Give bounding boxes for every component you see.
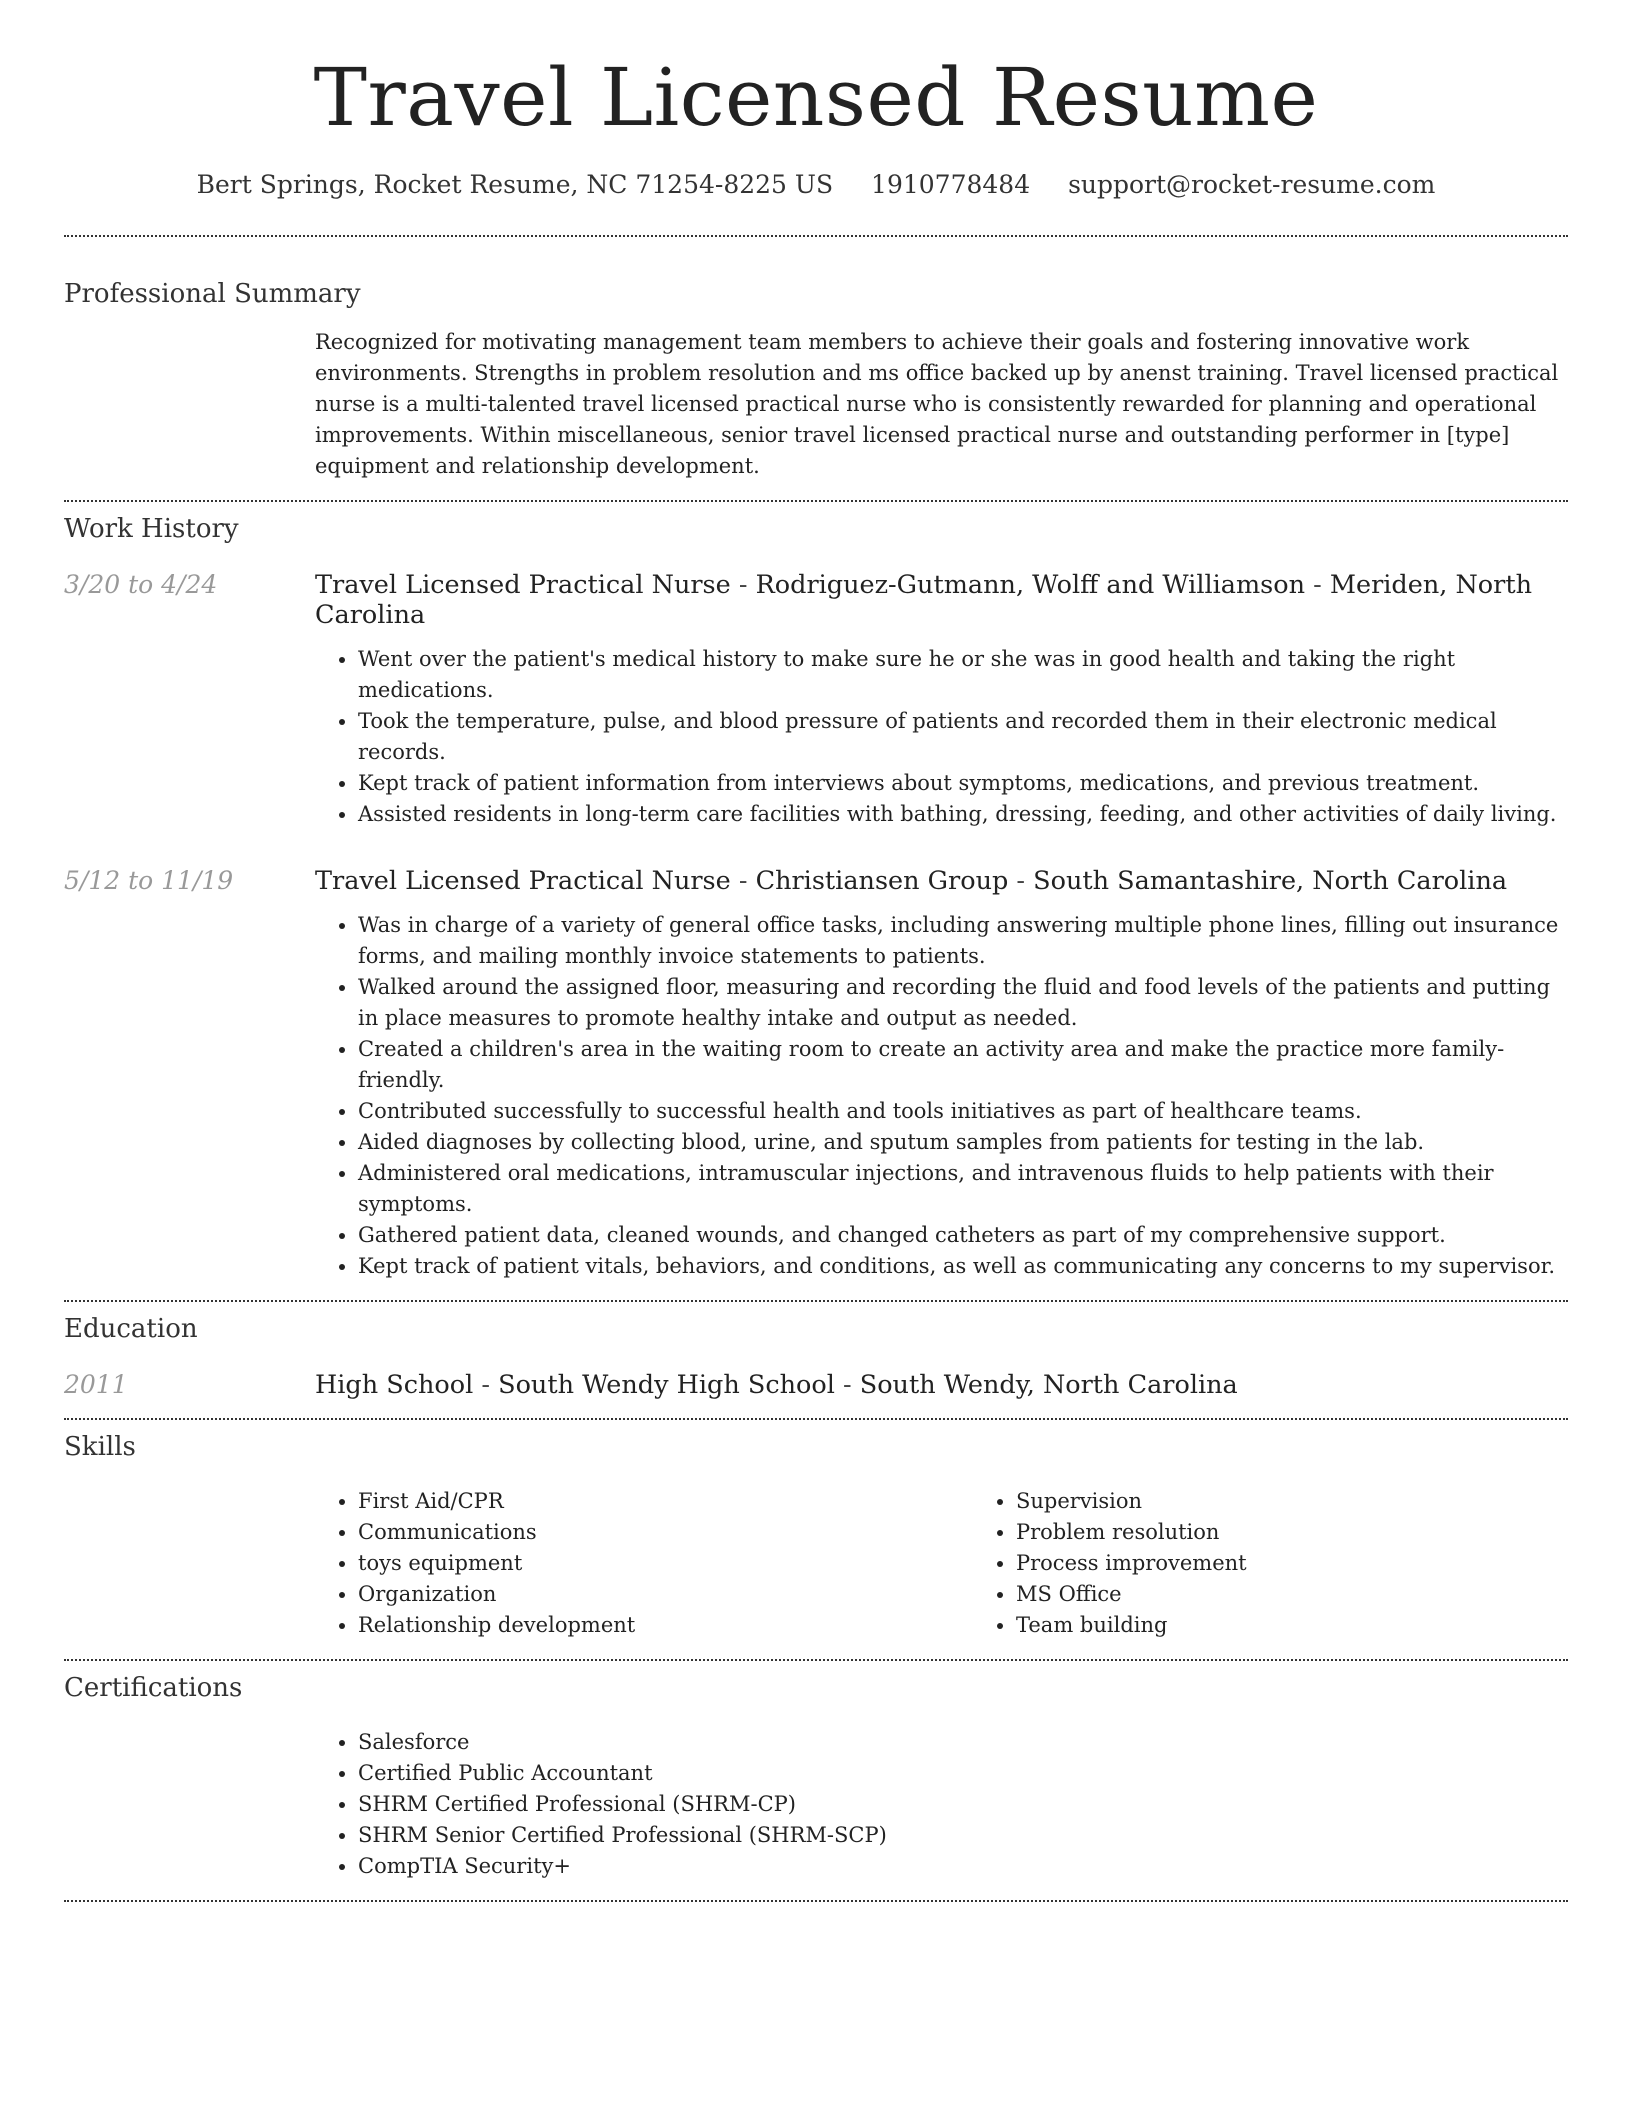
- list-item: • Aided diagnoses by collecting blood, urine, and sputum samples from patients for testing in the lab.: [358, 1127, 1568, 1158]
- education-degree: High School: [315, 1370, 474, 1400]
- education-separator: -: [834, 1370, 860, 1400]
- skills-list-left: [315, 1486, 973, 1641]
- education-school: South Wendy High School: [498, 1370, 835, 1400]
- divider: [64, 1900, 1568, 1902]
- job-bullets: [315, 644, 1568, 830]
- list-item: • Assisted residents in long-term care facilities with bathing, dressing, feeding, and other activities of daily living.: [358, 799, 1568, 830]
- job-separator: -: [1305, 570, 1330, 600]
- job-dates: 3/20 to 4/24: [64, 570, 218, 599]
- work-section: [64, 514, 1568, 1282]
- resume-name: Travel Licensed Resume: [313, 51, 1319, 144]
- job-separator: -: [730, 866, 756, 896]
- education-section: [64, 1314, 1568, 1400]
- certifications-content: [315, 1727, 1568, 1882]
- skill-item: • Relationship development: [358, 1610, 973, 1641]
- certifications-heading: Certifications: [64, 1673, 243, 1703]
- education-details: [315, 1370, 1568, 1400]
- divider: [64, 1300, 1568, 1302]
- contact-address: Bert Springs, Rocket Resume, NC 71254-8225 US: [196, 170, 834, 199]
- list-item: • Created a children's area in the waiting room to create an activity area and make the practice more family-friendly.: [358, 1034, 1568, 1096]
- contact-email: support@rocket-resume.com: [1068, 170, 1436, 199]
- certifications-list: [315, 1727, 1568, 1882]
- education-separator: -: [473, 1370, 499, 1400]
- skill-item: • Supervision: [1016, 1486, 1631, 1517]
- job-details: [315, 866, 1568, 1282]
- summary-text: Recognized for motivating management team members to achieve their goals and fostering innovative work environments. Strengths in problem resolution and ms office backed up by anenst training. Travel licensed practical nurse is a multi-talented travel licensed practical nurse who is consistently rewarded for planning and operational improvements. Within miscellaneous, senior travel licensed practical nurse and outstanding performer in [type] equipment and relationship development.: [315, 330, 1559, 478]
- skill-item: • First Aid/CPR: [358, 1486, 973, 1517]
- job-bullets: [315, 910, 1568, 1282]
- job-separator: -: [1008, 866, 1034, 896]
- skills-section: [64, 1432, 1568, 1641]
- job-position: Travel Licensed Practical Nurse: [315, 866, 731, 896]
- job-separator: -: [730, 570, 756, 600]
- skills-row: [64, 1486, 1568, 1641]
- skills-columns: [315, 1486, 1631, 1641]
- contact-line: [64, 170, 1568, 199]
- skill-item: • Problem resolution: [1016, 1517, 1631, 1548]
- list-item: • Gathered patient data, cleaned wounds, and changed catheters as part of my comprehensive support.: [358, 1220, 1568, 1251]
- list-item: • Contributed successfully to successful health and tools initiatives as part of healthcare teams.: [358, 1096, 1568, 1127]
- education-location: South Wendy, North Carolina: [859, 1370, 1238, 1400]
- list-item: • Was in charge of a variety of general office tasks, including answering multiple phone lines, filling out insurance forms, and mailing monthly invoice statements to patients.: [358, 910, 1568, 972]
- job-entry: [64, 570, 1568, 830]
- job-employer: Rodriguez-Gutmann, Wolff and Williamson: [755, 570, 1306, 600]
- education-entry: [64, 1370, 1568, 1400]
- job-location: Meriden, North Carolina: [315, 570, 1532, 630]
- certification-item: • SHRM Certified Professional (SHRM-CP): [358, 1789, 1568, 1820]
- summary-spacer: [64, 327, 315, 482]
- skills-list-right: [973, 1486, 1631, 1641]
- job-position: Travel Licensed Practical Nurse: [315, 570, 731, 600]
- summary-heading: Professional Summary: [64, 279, 361, 309]
- skill-item: • Process improvement: [1016, 1548, 1631, 1579]
- certification-item: • SHRM Senior Certified Professional (SHRM-SCP): [358, 1820, 1568, 1851]
- job-heading: [315, 570, 1568, 630]
- divider: [64, 1659, 1568, 1661]
- job-entry: [64, 866, 1568, 1282]
- job-location: South Samantashire, North Carolina: [1033, 866, 1508, 896]
- education-year: 2011: [64, 1370, 128, 1399]
- certifications-spacer: [64, 1727, 315, 1882]
- certifications-row: [64, 1727, 1568, 1882]
- summary-row: [64, 327, 1568, 482]
- summary-section: [64, 279, 1568, 482]
- certification-item: • Certified Public Accountant: [358, 1758, 1568, 1789]
- skill-item: • Communications: [358, 1517, 973, 1548]
- divider: [64, 1418, 1568, 1420]
- work-heading: Work History: [64, 514, 239, 544]
- job-heading: [315, 866, 1568, 896]
- job-details: [315, 570, 1568, 830]
- list-item: • Walked around the assigned floor, measuring and recording the fluid and food levels of the patients and putting in place measures to promote healthy intake and output as needed.: [358, 972, 1568, 1034]
- skill-item: • Organization: [358, 1579, 973, 1610]
- divider: [64, 235, 1568, 237]
- education-heading: Education: [64, 1314, 198, 1344]
- list-item: • Kept track of patient vitals, behaviors, and conditions, as well as communicating any concerns to my supervisor.: [358, 1251, 1568, 1282]
- list-item: • Took the temperature, pulse, and blood pressure of patients and recorded them in their electronic medical records.: [358, 706, 1568, 768]
- skills-spacer: [64, 1486, 315, 1641]
- job-employer: Christiansen Group: [755, 866, 1009, 896]
- skill-item: • Team building: [1016, 1610, 1631, 1641]
- divider: [64, 500, 1568, 502]
- skill-item: • toys equipment: [358, 1548, 973, 1579]
- certification-item: • CompTIA Security+: [358, 1851, 1568, 1882]
- list-item: • Went over the patient's medical history to make sure he or she was in good health and taking the right medications.: [358, 644, 1568, 706]
- skill-item: • MS Office: [1016, 1579, 1631, 1610]
- skills-heading: Skills: [64, 1432, 136, 1462]
- list-item: • Kept track of patient information from interviews about symptoms, medications, and previous treatment.: [358, 768, 1568, 799]
- certifications-section: [64, 1673, 1568, 1882]
- list-item: • Administered oral medications, intramuscular injections, and intravenous fluids to help patients with their symptoms.: [358, 1158, 1568, 1220]
- job-dates: 5/12 to 11/19: [64, 866, 234, 895]
- contact-phone: 1910778484: [871, 170, 1031, 199]
- certification-item: • Salesforce: [358, 1727, 1568, 1758]
